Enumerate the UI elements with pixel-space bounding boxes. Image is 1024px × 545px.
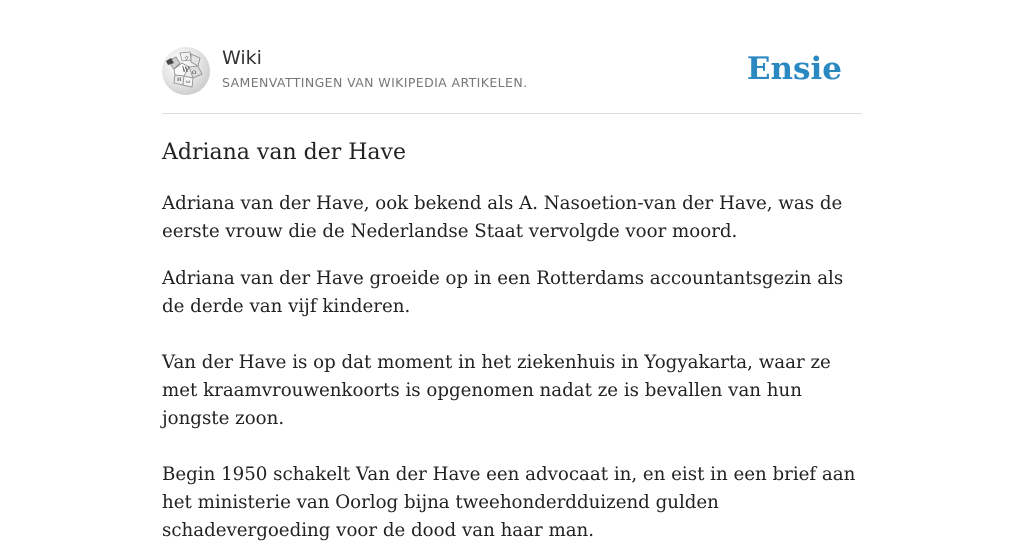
svg-text:И: И <box>177 77 182 83</box>
ensie-brand-link[interactable]: Ensie <box>746 51 842 87</box>
article-title: Adriana van der Have <box>162 140 406 165</box>
article-paragraph: Begin 1950 schakelt Van der Have een advocaat in, en eist in een brief aan het ministerie van Oorlog bijna tweehonderdduizend gulden schadevergoeding voor de dood van haar man. <box>162 464 856 541</box>
article-paragraph: Adriana van der Have groeide op in een Rotterdams accountantsgezin als de derde van vijf kinderen. <box>162 268 844 317</box>
svg-text:Ω: Ω <box>192 70 197 76</box>
page-container <box>162 0 862 541</box>
wikipedia-globe-icon[interactable] <box>162 47 210 95</box>
svg-text:W: W <box>182 66 190 74</box>
svg-text:ウ: ウ <box>184 56 190 62</box>
site-header <box>162 0 862 114</box>
site-name[interactable]: Wiki <box>222 47 262 69</box>
article-paragraph: Adriana van der Have, ook bekend als A. Nasoetion-van der Have, was de eerste vrouw die de Nederlandse Staat vervolgde voor moord. <box>162 193 843 242</box>
article-body <box>162 190 862 545</box>
globe-graphic <box>162 47 210 95</box>
svg-text:ω: ω <box>186 79 191 85</box>
article-paragraph: Van der Have is op dat moment in het ziekenhuis in Yogyakarta, waar ze met kraamvrouwenkoorts is opgenomen nadat ze is bevallen van hun jongste zoon. <box>162 352 831 429</box>
site-tagline: SAMENVATTINGEN VAN WIKIPEDIA ARTIKELEN. <box>222 75 528 90</box>
